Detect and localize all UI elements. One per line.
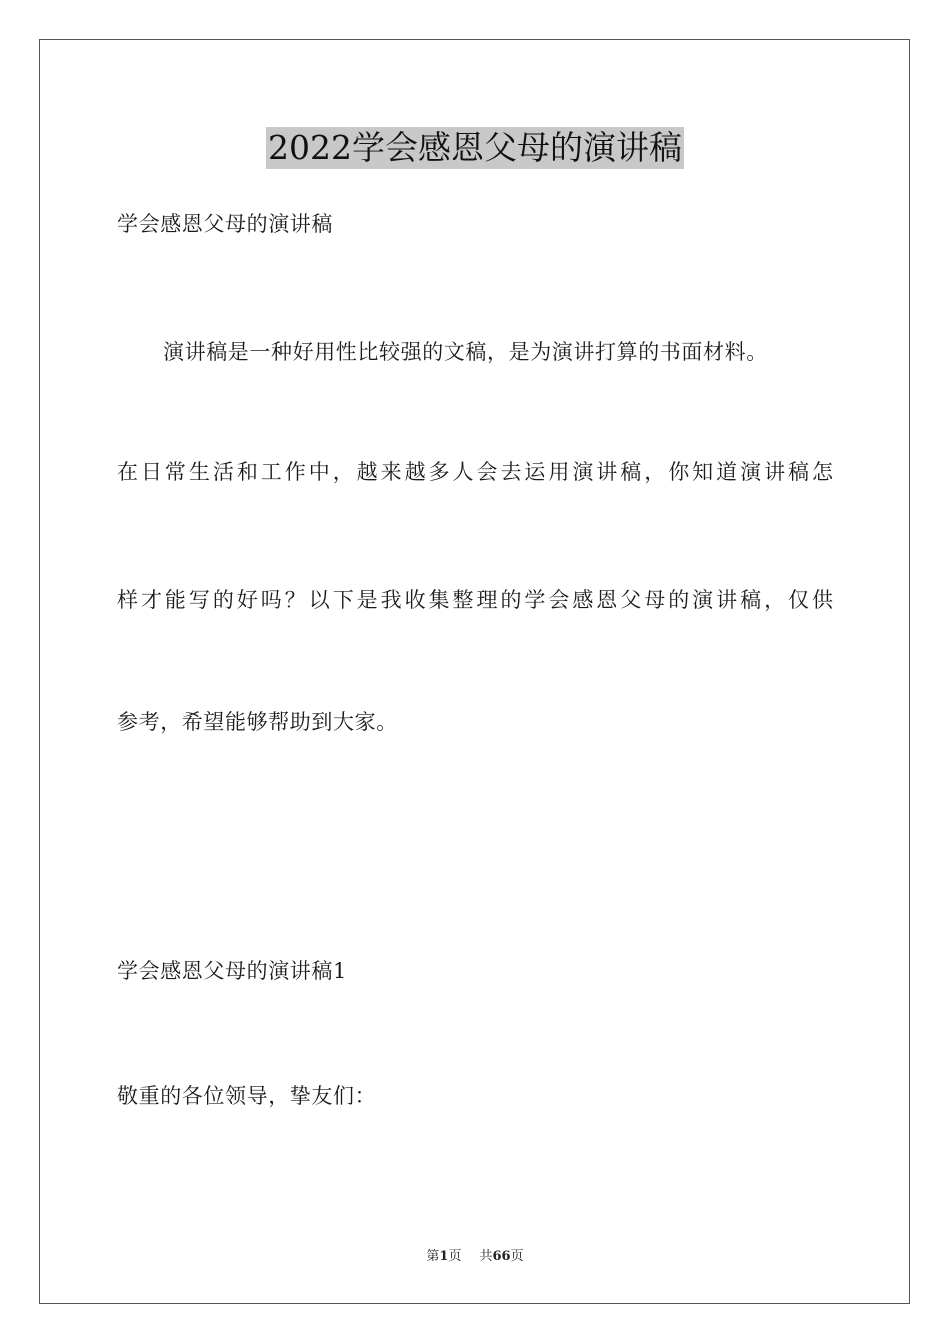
document-subtitle: 学会感恩父母的演讲稿: [117, 212, 333, 236]
footer-page-prefix: 第: [426, 1249, 440, 1264]
footer-page-suffix: 页: [448, 1249, 462, 1264]
footer-total-suffix: 页: [510, 1249, 524, 1264]
greeting-line: 敬重的各位领导，挚友们：: [117, 1084, 377, 1108]
footer-total-prefix: 共: [479, 1249, 493, 1264]
footer-page-number: 1: [439, 1249, 449, 1264]
document-title: 2022学会感恩父母的演讲稿: [268, 128, 682, 167]
footer-total-pages: 66: [492, 1249, 511, 1264]
page-footer: [0, 1248, 950, 1266]
section-heading: 学会感恩父母的演讲稿1: [117, 959, 347, 983]
paragraph-line-4: 参考，希望能够帮助到大家。: [117, 710, 398, 734]
paragraph-line-1: 演讲稿是一种好用性比较强的文稿，是为演讲打算的书面材料。: [163, 340, 768, 364]
paragraph-line-2: 在日常生活和工作中，越来越多人会去运用演讲稿，你知道演讲稿怎: [117, 460, 833, 484]
paragraph-line-3: 样才能写的好吗？以下是我收集整理的学会感恩父母的演讲稿，仅供: [117, 588, 833, 612]
title-container: [0, 127, 950, 169]
